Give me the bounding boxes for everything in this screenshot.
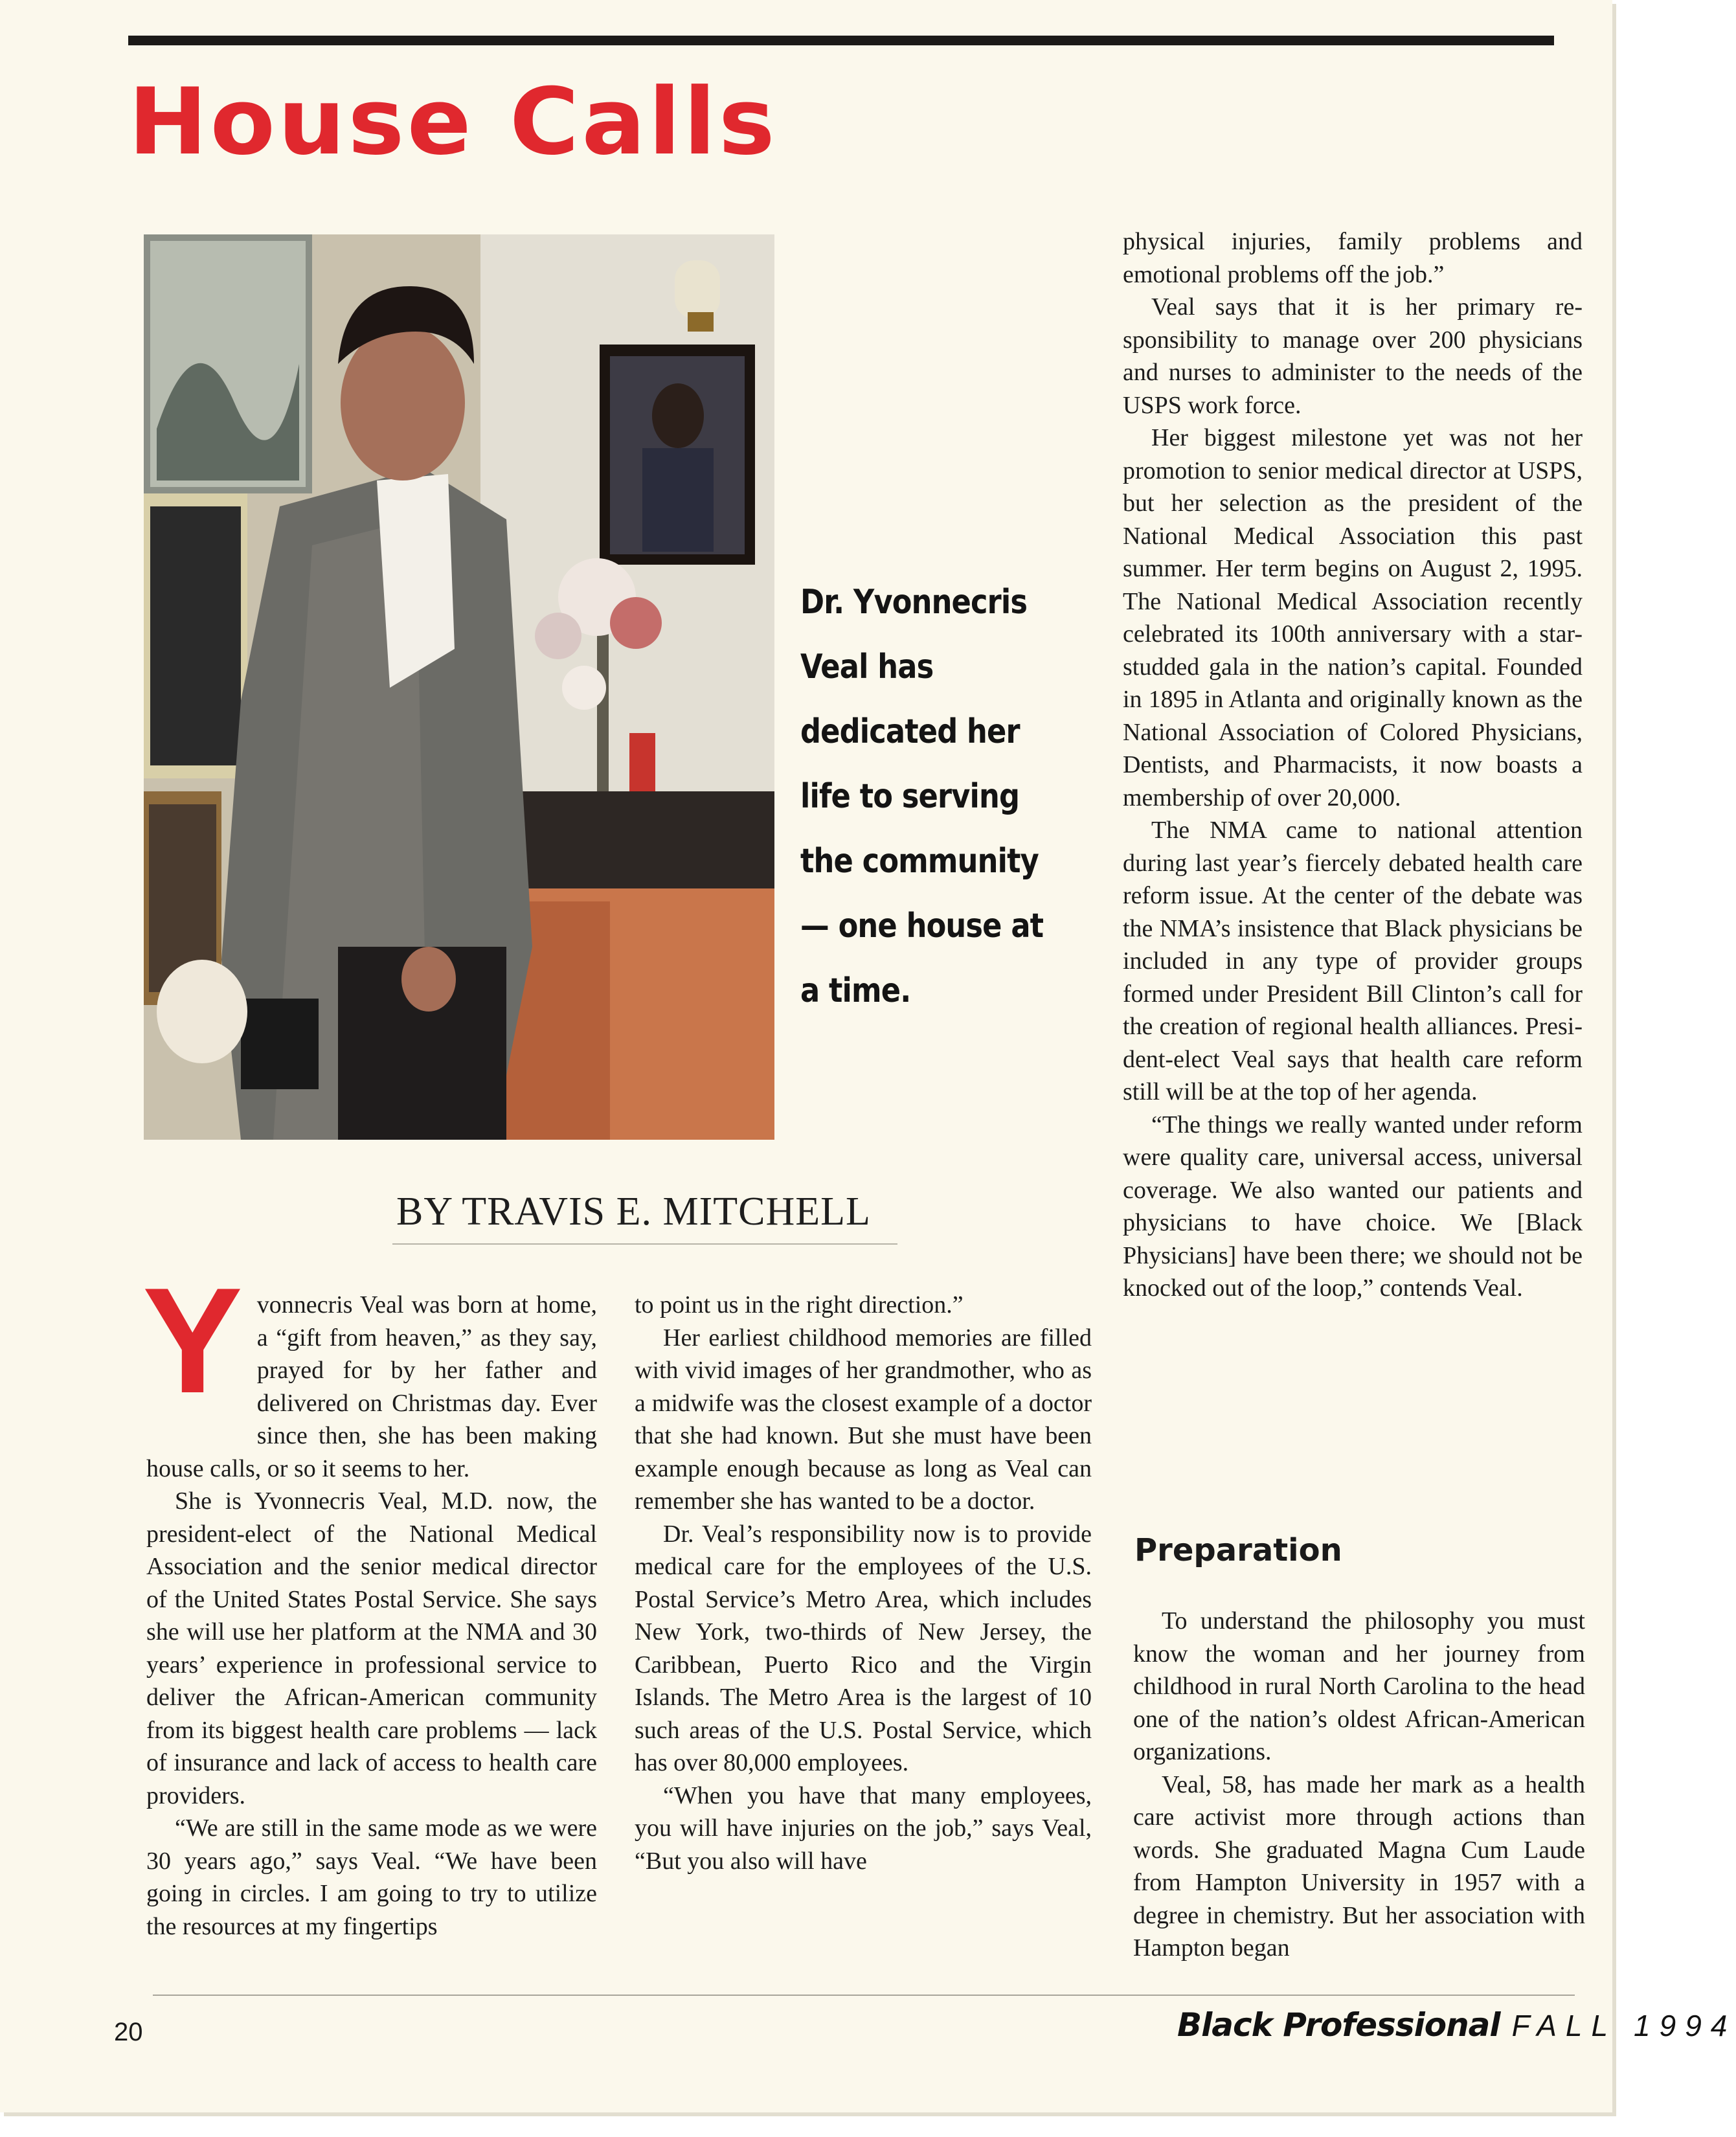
paragraph: to point us in the right direction.” [635, 1291, 964, 1318]
paragraph: “The things we really wanted under reform were quality care, universal access, universal coverage. We also wanted our patients and physicians to have choice. We [Black Physicians] have been there; we should not be knocked out of the loop,” contends Veal. [1123, 1111, 1583, 1302]
page-number: 20 [114, 2018, 143, 2046]
headline: House Calls [128, 69, 778, 175]
paragraph: The NMA came to national attention during last year’s fiercely debated health care reform issue. At the center of the debate was the NMA’s insistence that Black physicians be included in any type of provider groups formed under President Bill Clinton’s call for the creation of regional health alliances. President-elect Veal says that health care reform still will be at the top of her agenda. [1123, 817, 1583, 1105]
article-column-2 [635, 1289, 1092, 1877]
portrait-photo [144, 234, 774, 1140]
footer-rule [153, 1995, 1575, 1996]
paragraph: “When you have that many employees, you will have injuries on the job,” says Veal, “But you also will have [635, 1781, 1092, 1875]
drop-cap: Y [142, 1257, 243, 1425]
paragraph: To understand the philosophy you must know the woman and her journey from childhood in rural North Carolina to the head one of the nation’s oldest African-American organizations. [1133, 1607, 1585, 1765]
byline: BY TRAVIS E. MITCHELL [396, 1190, 871, 1234]
article-column-1 [142, 1257, 597, 1943]
portrait-photo-illustration [144, 234, 774, 1140]
top-rule [128, 36, 1554, 45]
pull-quote: Dr. Yvonnecris Veal has dedicated her life to serving the community— one house at a time. [800, 583, 1044, 1010]
byline-rule [392, 1243, 897, 1245]
article-column-3 [1123, 225, 1583, 1305]
paragraph: vonnecris Veal was born at home, a “gift from heaven,” as they say, prayed for by her father and delivered on Christmas day. Ever since then, she has been making house calls, or so it seems to her. [146, 1291, 597, 1482]
paragraph: Veal, 58, has made her mark as a health care activist more through actions than words. She graduated Magna Cum Laude from Hampton University in 1957 with a degree in chemistry. But her association with Hampton began [1133, 1770, 1585, 1962]
issue-date: FALL 1994 [1511, 2009, 1736, 2042]
article-column-3-continued [1133, 1605, 1585, 1965]
magazine-name: Black Professional [1177, 2006, 1500, 2044]
paragraph: Veal says that it is her primary responsibility to manage over 200 physicians and nurses to administer to the needs of the USPS work force. [1123, 293, 1583, 419]
paragraph: Her earliest childhood memories are filled with vivid images of her grandmother, who as a midwife was the closest example of a doctor that she had known. But she must have been example enough because as long as Veal can remember she has wanted to be a doctor. [635, 1324, 1092, 1515]
section-heading: Preparation [1134, 1532, 1342, 1568]
paragraph: “We are still in the same mode as we were 30 years ago,” says Veal. “We have been going in circles. I am going to try to utilize the resources at my fingertips [146, 1815, 597, 1940]
footer-masthead [1177, 2006, 1736, 2044]
paragraph: Her biggest milestone yet was not her promotion to senior medical director at USPS, but her selection as the president of the National Medical Association this past summer. Her term begins on August 2, 1995. The National Medical Association recently celebrated its 100th anniversary with a star-studded gala in the nation’s capital. Founded in 1895 in Atlanta and originally known as the National Association of Colored Physicians, Dentists, and Pharmacists, it now boasts a membership of over 20,000. [1123, 424, 1583, 811]
paragraph: physical injuries, family problems and emotional problems off the job.” [1123, 228, 1583, 288]
paragraph: She is Yvonnecris Veal, M.D. now, the president-elect of the National Medical Association and the senior medical director of the United States Postal Service. She says she will use her platform at the NMA and 30 years’ experience in professional service to deliver the African-American community from its biggest health care problems — lack of insurance and lack of access to health care providers. [146, 1487, 597, 1809]
paragraph: Dr. Veal’s responsibility now is to provide medical care for the employees of the U.S. Postal Service’s Metro Area, which includes New York, two-thirds of New Jersey, the Caribbean, Puerto Rico and the Virgin Islands. The Metro Area is the largest of 10 such areas of the U.S. Postal Service, which has over 80,000 employees. [635, 1520, 1092, 1776]
